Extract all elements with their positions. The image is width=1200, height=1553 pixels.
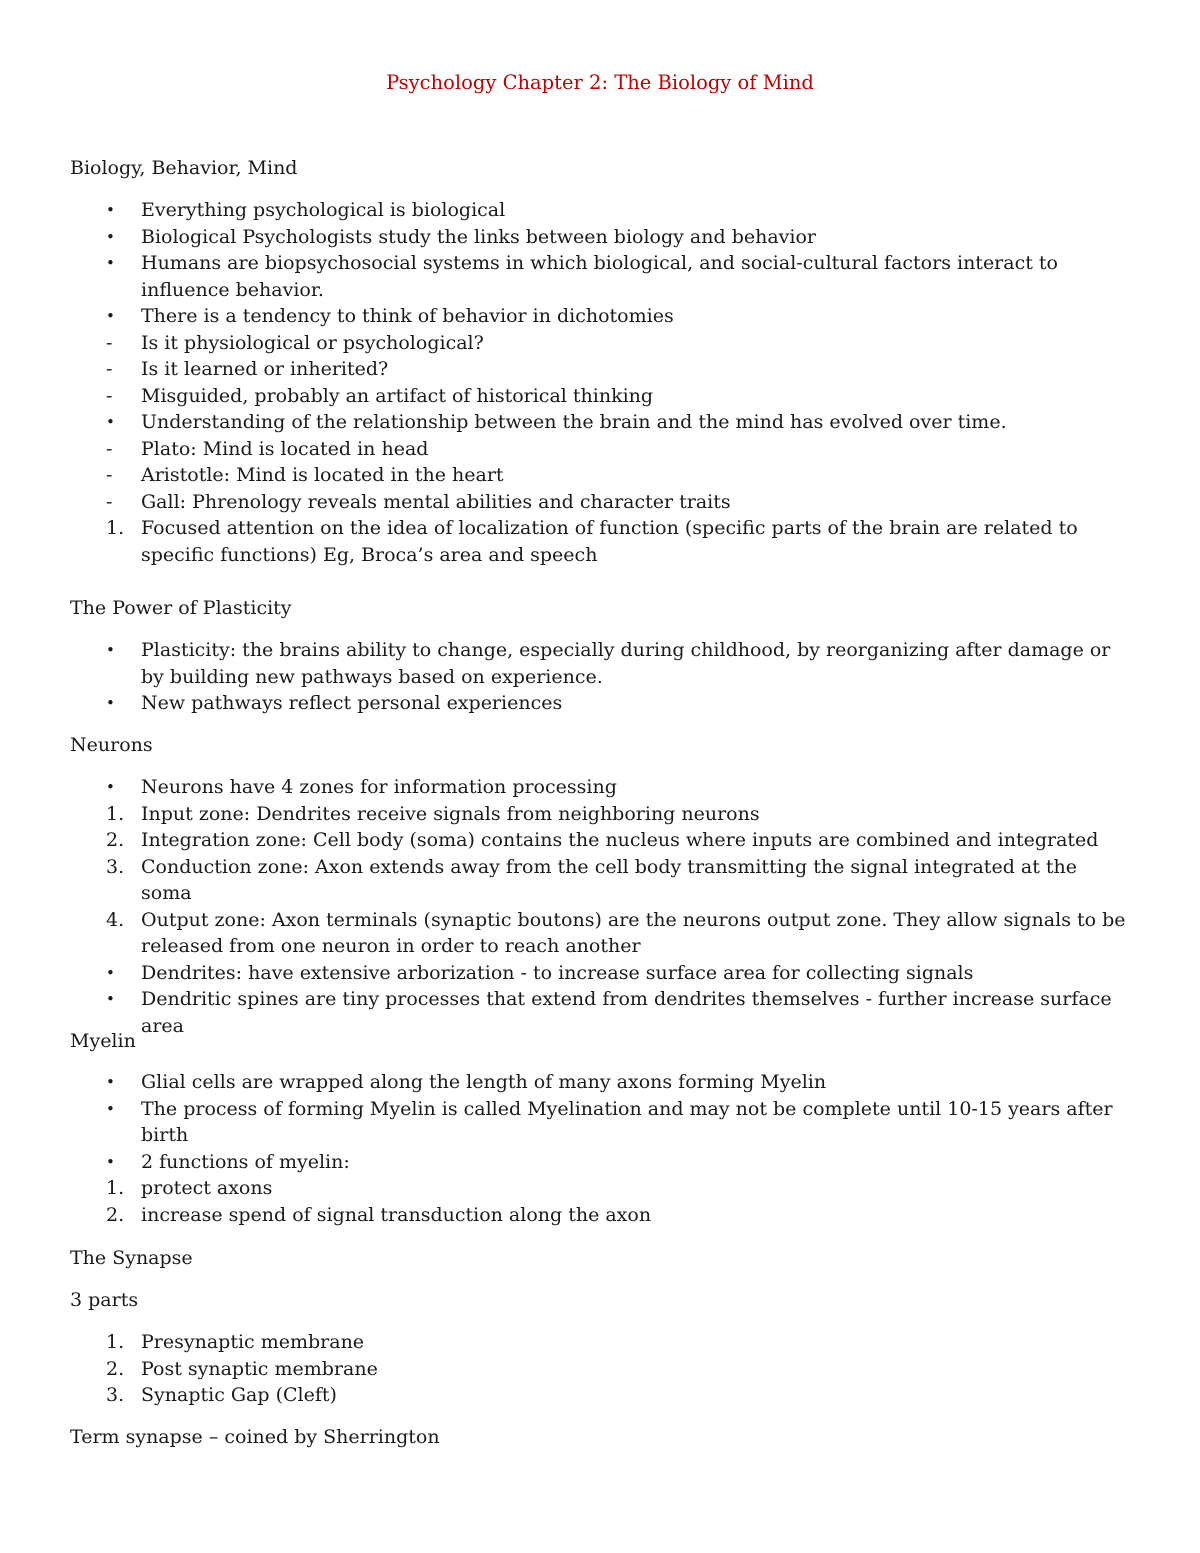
section-heading-biology: Biology, Behavior, Mind: [70, 157, 298, 179]
list-item-text: Misguided, probably an artifact of historical thinking: [141, 384, 654, 407]
list-item-text: Glial cells are wrapped along the length of many axons forming Myelin: [141, 1071, 827, 1093]
list-item: [0, 960, 1131, 987]
list-item-text: Post synaptic membrane: [141, 1357, 378, 1380]
section-heading-neurons: Neurons: [70, 734, 153, 756]
list-item-text: Synaptic Gap (Cleft): [141, 1384, 337, 1406]
bullet-marker: •: [106, 227, 115, 246]
list-item: [0, 1329, 1131, 1356]
list-item-text: Presynaptic membrane: [141, 1331, 365, 1353]
list-item: [0, 1356, 1131, 1383]
bullet-marker: •: [106, 694, 115, 712]
list-item-text: Everything psychological is biological: [141, 199, 506, 221]
number-marker: 3.: [106, 1384, 125, 1406]
dash-marker: -: [106, 490, 113, 513]
bullet-marker: •: [106, 990, 115, 1008]
list-item: [0, 224, 1131, 251]
bullet-marker: •: [106, 778, 115, 796]
bullet-marker: •: [106, 254, 115, 272]
number-marker: 2.: [106, 1203, 125, 1226]
list-item: [0, 690, 1131, 717]
list-item: [0, 1382, 1131, 1409]
number-marker: 1.: [106, 1177, 125, 1199]
bullet-marker: •: [106, 1099, 115, 1118]
dash-marker: -: [106, 358, 113, 380]
dash-marker: -: [106, 384, 113, 407]
dash-marker: -: [106, 464, 113, 486]
list-synapse: [0, 1329, 1131, 1409]
number-marker: 1.: [106, 802, 125, 825]
number-marker: 3.: [106, 855, 125, 878]
list-item-text: Dendritic spines are tiny processes that extend from dendrites themselves - further increase surface area: [141, 988, 1112, 1037]
list-item: [0, 303, 1131, 330]
list-item: [0, 250, 1131, 303]
list-item-text: Is it physiological or psychological?: [141, 331, 484, 354]
list-item-text: Conduction zone: Axon extends away from the cell body transmitting the signal integrated at the soma: [141, 855, 1078, 904]
list-item-text: New pathways reflect personal experiences: [141, 692, 563, 714]
list-item: [0, 1069, 1131, 1096]
list-item: [0, 356, 1131, 383]
document-title: Psychology Chapter 2: The Biology of Mind: [386, 71, 814, 94]
number-marker: 1.: [106, 1331, 125, 1353]
bullet-marker: •: [106, 641, 115, 659]
list-item-text: Neurons have 4 zones for information processing: [141, 776, 617, 798]
list-item-text: Gall: Phrenology reveals mental abilities and character traits: [141, 490, 731, 513]
list-item: [0, 1149, 1131, 1176]
list-item-text: Biological Psychologists study the links between biology and behavior: [141, 225, 817, 248]
list-item-text: Is it learned or inherited?: [141, 358, 389, 380]
list-item-text: Integration zone: Cell body (soma) contains the nucleus where inputs are combined and integrated: [141, 829, 1099, 851]
synapse-subheading: 3 parts: [70, 1289, 139, 1311]
list-item-text: 2 functions of myelin:: [141, 1150, 350, 1173]
list-item-text: increase spend of signal transduction along the axon: [141, 1203, 652, 1226]
list-myelin: [0, 1069, 1131, 1228]
number-marker: 4.: [106, 908, 125, 931]
list-item: [0, 330, 1131, 357]
list-item: [0, 1202, 1131, 1229]
list-item: [0, 489, 1131, 516]
list-item-text: Focused attention on the idea of localization of function (specific parts of the brain are related to specific functions) Eg, Broca’s area and speech: [141, 517, 1078, 566]
list-item-text: Humans are biopsychosocial systems in which biological, and social-cultural factors interact to influence behavior.: [141, 252, 1058, 301]
list-item-text: protect axons: [141, 1177, 273, 1199]
section-heading-plasticity: The Power of Plasticity: [70, 597, 292, 619]
list-item-text: Plasticity: the brains ability to change, especially during childhood, by reorganizing after damage or by building new pathways based on experience.: [141, 639, 1111, 688]
list-item-text: Understanding of the relationship between the brain and the mind has evolved over time.: [141, 411, 1007, 433]
list-item: [0, 637, 1131, 690]
list-item: [0, 383, 1131, 410]
list-item: [0, 827, 1131, 854]
section-heading-myelin: Myelin: [70, 1030, 136, 1052]
list-item: [0, 197, 1131, 224]
list-item: [0, 907, 1131, 960]
list-item: [0, 986, 1131, 1039]
dash-marker: -: [106, 437, 113, 460]
list-item-text: The process of forming Myelin is called Myelination and may not be complete until 10-15 years after birth: [141, 1097, 1113, 1146]
bullet-marker: •: [106, 963, 115, 982]
bullet-marker: •: [106, 413, 115, 431]
list-biology: [0, 197, 1131, 568]
list-item: [0, 1096, 1131, 1149]
list-item: [0, 436, 1131, 463]
number-marker: 1.: [106, 517, 125, 539]
bullet-marker: •: [106, 1073, 115, 1091]
dash-marker: -: [106, 331, 113, 354]
bullet-marker: •: [106, 1152, 115, 1171]
list-item-text: Output zone: Axon terminals (synaptic boutons) are the neurons output zone. They allow signals to be released from one neuron in order to reach another: [141, 908, 1126, 957]
list-item: [0, 462, 1131, 489]
list-item: [0, 801, 1131, 828]
list-item-text: Input zone: Dendrites receive signals from neighboring neurons: [141, 802, 760, 825]
bullet-marker: •: [106, 307, 115, 325]
synapse-footer-note: Term synapse – coined by Sherrington: [70, 1426, 440, 1448]
list-plasticity: [0, 637, 1131, 717]
list-item: [0, 515, 1131, 568]
list-item-text: Plato: Mind is located in head: [141, 437, 429, 460]
list-item-text: Aristotle: Mind is located in the heart: [141, 464, 504, 486]
list-item-text: There is a tendency to think of behavior in dichotomies: [141, 305, 674, 327]
list-neurons: [0, 774, 1131, 1039]
section-heading-synapse: The Synapse: [70, 1247, 193, 1269]
bullet-marker: •: [106, 201, 115, 219]
list-item-text: Dendrites: have extensive arborization - to increase surface area for collecting signals: [141, 961, 974, 984]
list-item: [0, 1175, 1131, 1202]
number-marker: 2.: [106, 1357, 125, 1380]
number-marker: 2.: [106, 829, 125, 851]
list-item: [0, 774, 1131, 801]
list-item: [0, 409, 1131, 436]
list-item: [0, 854, 1131, 907]
